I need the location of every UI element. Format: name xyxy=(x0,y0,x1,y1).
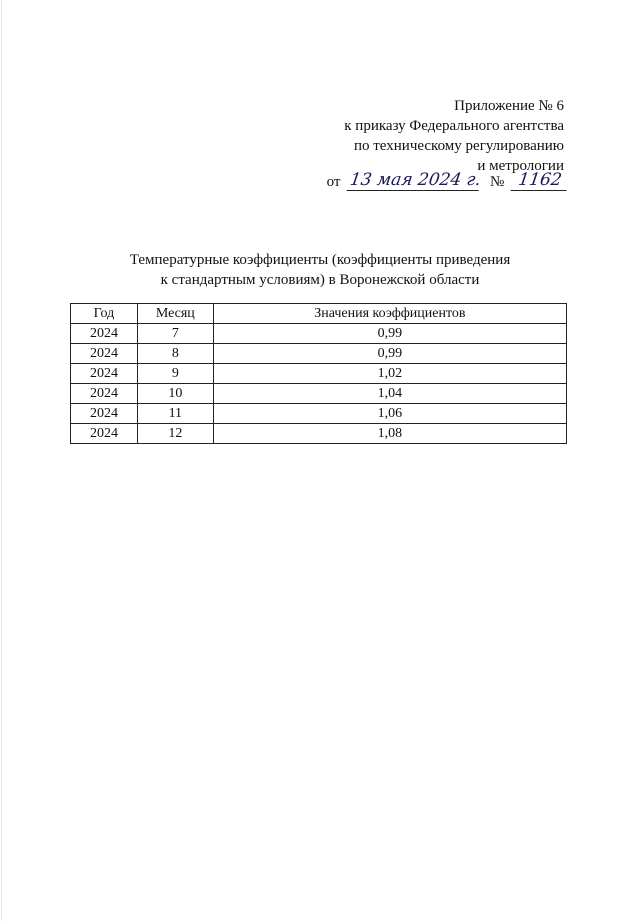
appendix-header xyxy=(344,96,564,176)
cell-year: 2024 xyxy=(71,424,138,444)
cell-value: 1,06 xyxy=(213,404,566,424)
cell-month: 7 xyxy=(137,324,213,344)
handwritten-order-number: 1162 xyxy=(511,170,570,191)
cell-value: 1,02 xyxy=(213,364,566,384)
title-line-1: Температурные коэффициенты (коэффициенты приведения xyxy=(129,252,511,268)
table-row xyxy=(71,344,567,364)
cell-month: 12 xyxy=(137,424,213,444)
scan-edge-line xyxy=(1,0,2,921)
table-row xyxy=(71,364,567,384)
table-row xyxy=(71,384,567,404)
table-row xyxy=(71,424,567,444)
cell-value: 1,04 xyxy=(213,384,566,404)
order-reference: к приказу Федерального агентства xyxy=(344,118,564,134)
cell-year: 2024 xyxy=(71,364,138,384)
cell-value: 0,99 xyxy=(213,344,566,364)
number-prefix: № xyxy=(489,174,505,190)
title-line-2: к стандартным условиям) в Воронежской области xyxy=(160,272,480,288)
cell-month: 8 xyxy=(137,344,213,364)
table-row xyxy=(71,404,567,424)
document-title xyxy=(0,250,640,290)
appendix-number: Приложение № 6 xyxy=(454,98,564,114)
handwritten-date: 13 мая 2024 г. xyxy=(347,170,482,191)
table-row xyxy=(71,324,567,344)
table-header-row xyxy=(71,304,567,324)
cell-month: 11 xyxy=(137,404,213,424)
cell-month: 10 xyxy=(137,384,213,404)
order-date-number-line xyxy=(327,170,568,194)
cell-year: 2024 xyxy=(71,404,138,424)
cell-month: 9 xyxy=(137,364,213,384)
agency-name-line: по техническому регулированию xyxy=(353,138,564,154)
header-coefficient-values: Значения коэффициентов xyxy=(213,304,566,324)
cell-value: 1,08 xyxy=(213,424,566,444)
coefficients-table xyxy=(70,303,567,444)
agency-name-line-end: и метрологии xyxy=(477,158,564,174)
cell-year: 2024 xyxy=(71,384,138,404)
cell-value: 0,99 xyxy=(213,324,566,344)
header-year: Год xyxy=(71,304,138,324)
header-month: Месяц xyxy=(137,304,213,324)
cell-year: 2024 xyxy=(71,344,138,364)
cell-year: 2024 xyxy=(71,324,138,344)
date-prefix: от xyxy=(326,174,341,190)
